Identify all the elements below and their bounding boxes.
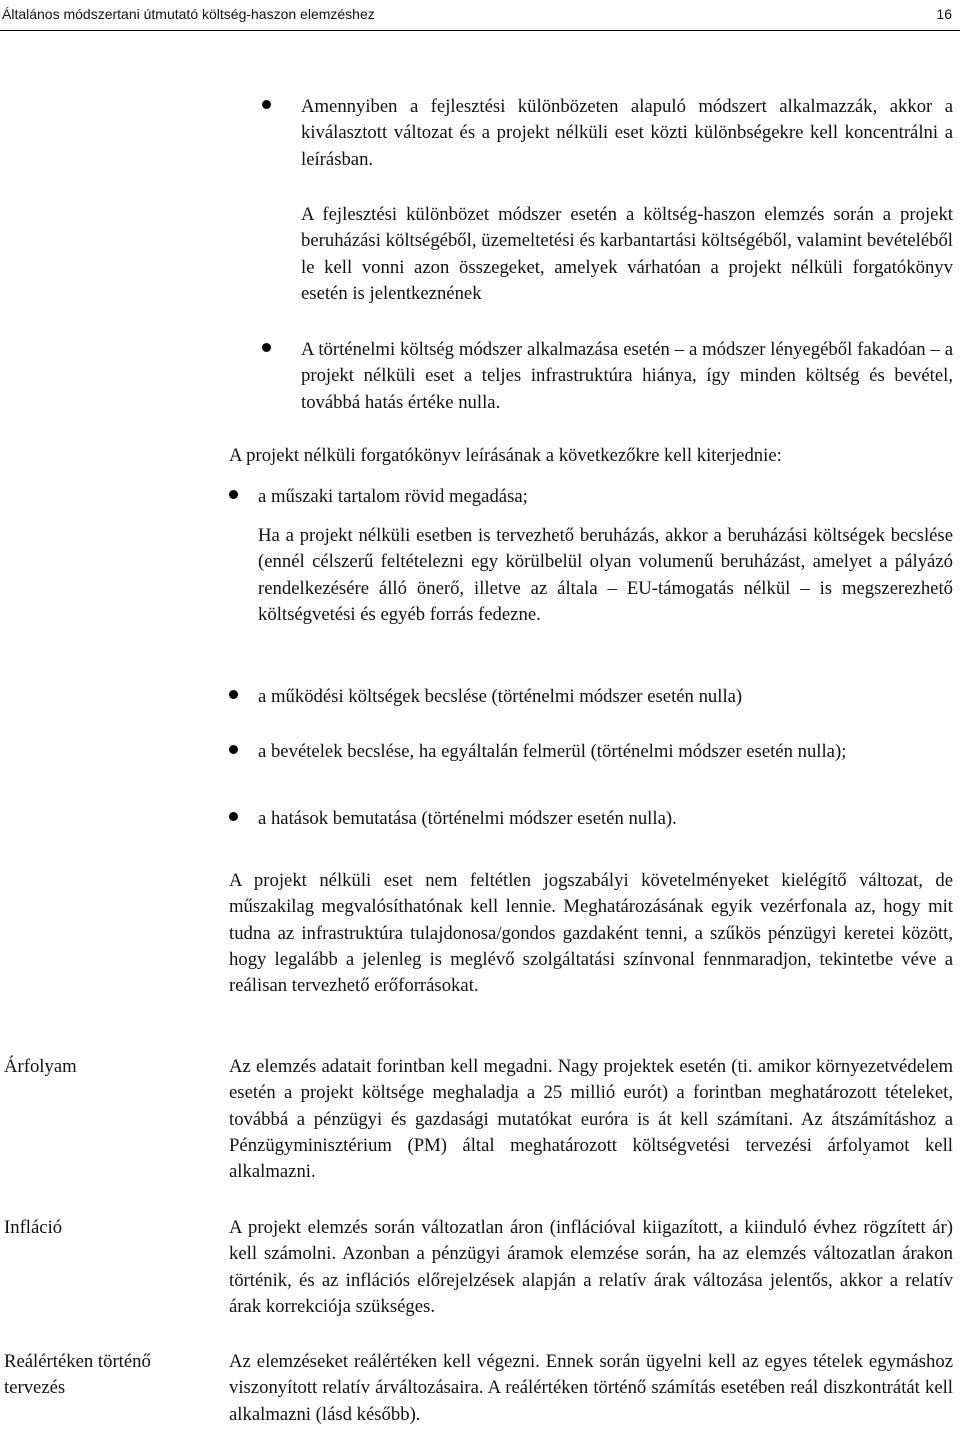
scenario-investment-note: Ha a projekt nélküli esetben is tervezhető beruházás, akkor a beruházási költségek becslése (ennél célszerű feltételezni egy körülbelül olyan volumenű beruházást, amelyet a pályázó rendelkezésére álló önerő, illetve az általa – EU-támogatás nélkül – is megszerezhető költségvetési és egyéb forrás fedezne. [258, 525, 953, 625]
section-label-exchange-rate: Árfolyam [4, 1056, 77, 1077]
scenario-operating-costs: a működési költségek becslése (történelmi módszer esetén nulla) [258, 686, 743, 707]
incremental-method-note: A fejlesztési különbözet módszer esetén a költség-haszon elemzés során a projekt beruházási költségéből, üzemeltetési és karbantartási költségéből, valamint bevételéből le kell vonni azon összegeket, amelyek várhatóan a projekt nélküli forgatókönyv esetén is jelentkeznének [301, 204, 953, 304]
bullet-icon [229, 812, 238, 821]
document-title: Általános módszertani útmutató költség-haszon elemzéshez [2, 6, 375, 22]
bullet-icon [229, 690, 238, 699]
scenario-impacts: a hatások bemutatása (történelmi módszer esetén nulla). [258, 808, 677, 829]
method-historical-bullet: A történelmi költség módszer alkalmazása esetén – a módszer lényegéből fakadóan – a projekt nélküli eset a teljes infrastruktúra hiánya, így minden költség és bevétel, továbbá hatás értéke nulla. [301, 339, 953, 413]
bullet-icon [229, 745, 238, 754]
scenario-technical-content: a műszaki tartalom rövid megadása; [258, 486, 528, 507]
method-incremental-bullet: Amennyiben a fejlesztési különbözeten alapuló módszert alkalmazzák, akkor a kiválasztott változat és a projekt nélküli eset közti különbségekre kell koncentrálni a leírásban. [301, 96, 953, 170]
bullet-icon [229, 490, 238, 499]
bullet-icon [262, 100, 271, 109]
section-label-inflation: Infláció [4, 1217, 63, 1238]
scenario-revenue: a bevételek becslése, ha egyáltalán felmerül (történelmi módszer esetén nulla); [258, 741, 847, 762]
page-header [0, 4, 960, 28]
scenario-intro: A projekt nélküli forgatókönyv leírásának a következőkre kell kiterjednie: [229, 445, 782, 466]
section-text-exchange-rate: Az elemzés adatait forintban kell megadni. Nagy projektek esetén (ti. amikor környezetvédelem esetén a projekt költsége meghaladja a 25 millió eurót) a forintban meghatározott tételeket, továbbá a pénzügyi és gazdasági mutatókat euróra is át kell számítani. Az átszámításhoz a Pénzügyminisztérium (PM) által meghatározott költségvetési tervezési árfolyamot kell alkalmazni. [229, 1056, 953, 1183]
section-text-real-terms: Az elemzéseket reálértéken kell végezni. Ennek során ügyelni kell az egyes tételek egymáshoz viszonyított relatív árváltozásaira. A reálértéken történő számítás esetében reál diszkontrátát kell alkalmazni (lásd később). [229, 1351, 953, 1425]
section-label-real-terms: Reálértéken történő tervezés [4, 1351, 151, 1399]
section-text-inflation: A projekt elemzés során változatlan áron (inflációval kiigazított, a kiinduló évhez rögzített ár) kell számolni. Azonban a pénzügyi áramok elemzése során, ha az elemzés változatlan árakon történik, és az inflációs előrejelzések alapján a relatív árak változása jelentős, akkor a relatív árak korrekciója szükséges. [229, 1217, 953, 1317]
page-number: 16 [936, 6, 952, 22]
header-rule [0, 30, 960, 31]
bullet-icon [262, 343, 271, 352]
no-project-definition: A projekt nélküli eset nem feltétlen jogszabályi követelményeket kielégítő változat, de műszakilag megvalósíthatónak kell lennie. Meghatározásának egyik vezérfonala az, hogy mit tudna az infrastruktúra tulajdonosa/gondos gazdaként tenni, a szűkös pénzügyi keretei között, hogy legalább a jelenleg is meglévő szolgáltatási színvonal fennmaradjon, tekintetbe véve a reálisan tervezhető erőforrásokat. [229, 870, 953, 997]
